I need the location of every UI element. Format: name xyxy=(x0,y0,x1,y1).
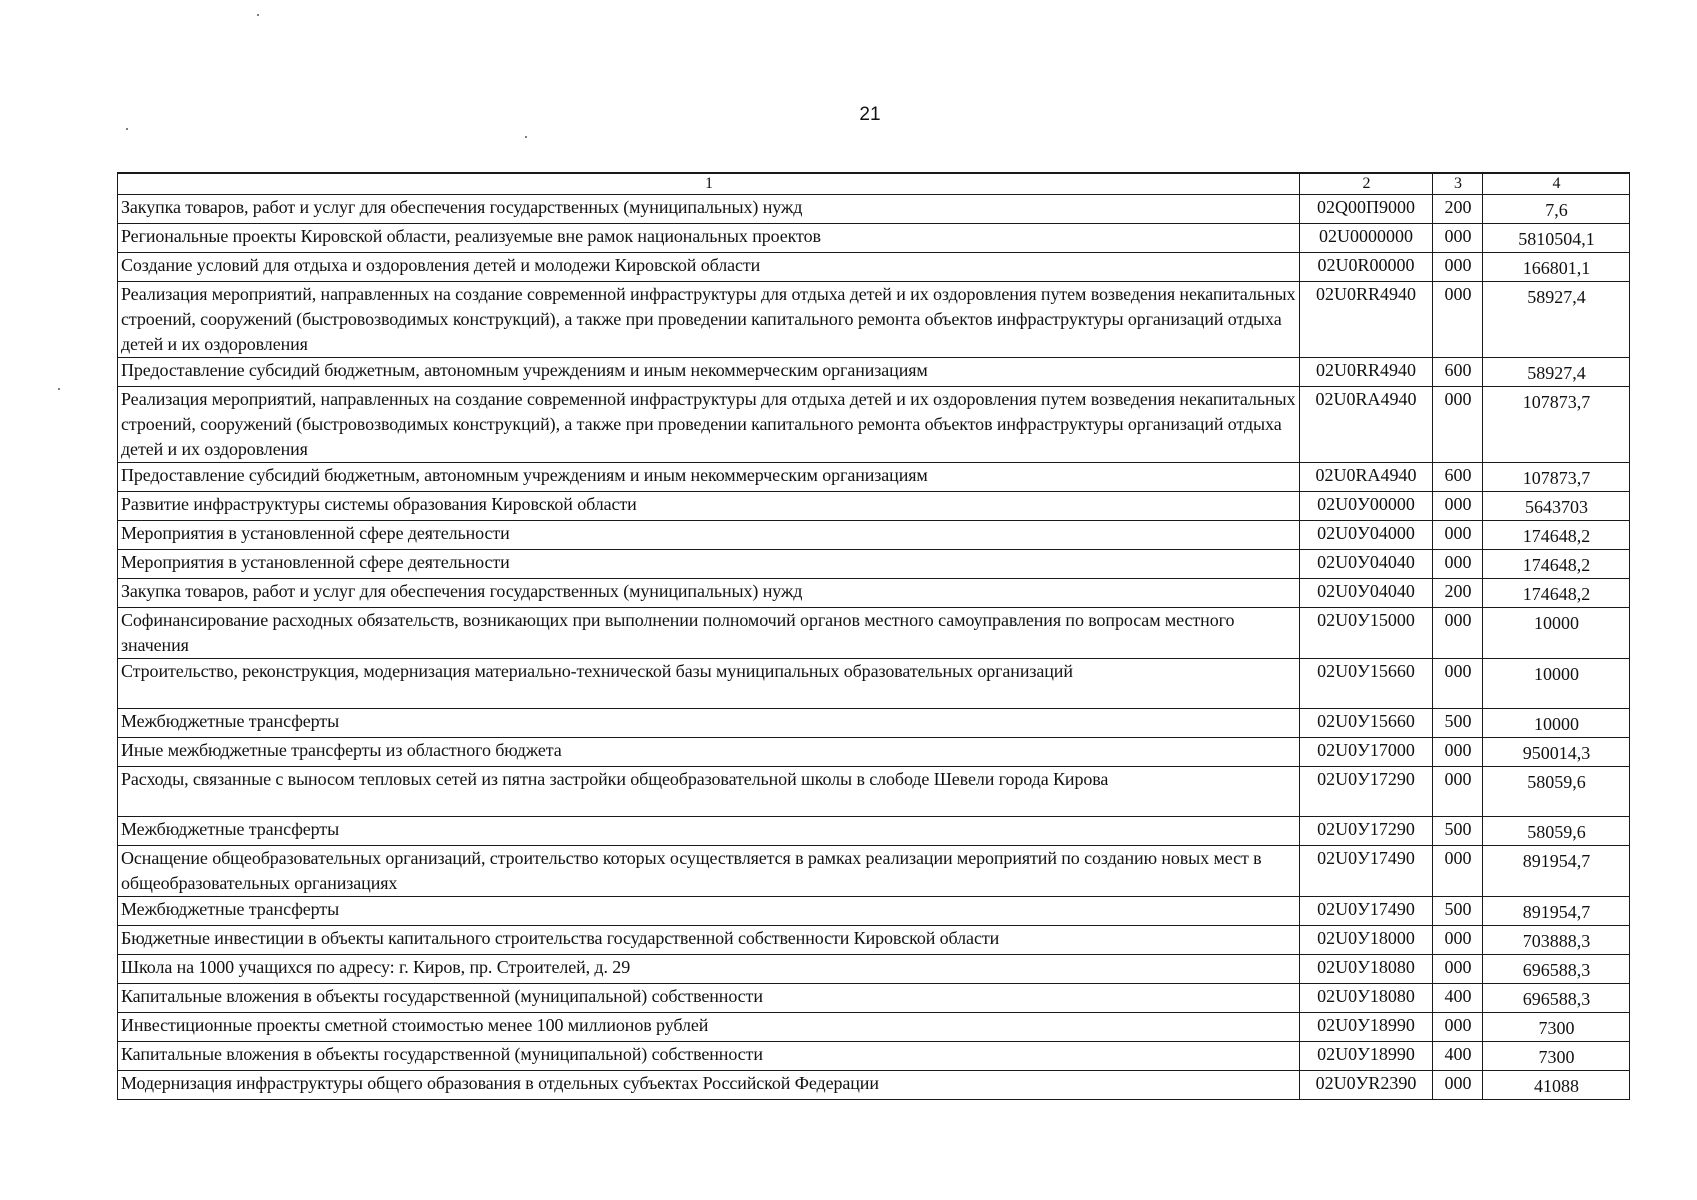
table-row xyxy=(118,1042,1630,1071)
row-code-cell: 02U0У18990 xyxy=(1300,1013,1433,1042)
row-code-cell: 02Q00П9000 xyxy=(1300,195,1433,224)
table-row xyxy=(118,1071,1630,1100)
row-name-cell: Межбюджетные трансферты xyxy=(118,709,1300,738)
table-row xyxy=(118,492,1630,521)
row-sum-cell: 58059,6 xyxy=(1483,767,1630,817)
row-code-cell: 02U0RA4940 xyxy=(1300,387,1433,463)
row-code-cell: 02U0У15660 xyxy=(1300,709,1433,738)
row-sum-cell: 891954,7 xyxy=(1483,897,1630,926)
row-type-cell: 600 xyxy=(1433,358,1483,387)
header-cell-1: 1 xyxy=(118,173,1300,195)
row-sum-cell: 696588,3 xyxy=(1483,955,1630,984)
table-row xyxy=(118,195,1630,224)
row-code-cell: 02U0RR4940 xyxy=(1300,282,1433,358)
row-type-cell: 200 xyxy=(1433,579,1483,608)
table-row xyxy=(118,984,1630,1013)
table-row xyxy=(118,550,1630,579)
row-name-cell: Мероприятия в установленной сфере деятельности xyxy=(118,521,1300,550)
row-sum-cell: 174648,2 xyxy=(1483,521,1630,550)
row-code-cell: 02U0RR4940 xyxy=(1300,358,1433,387)
row-type-cell: 000 xyxy=(1433,926,1483,955)
row-code-cell: 02U0RA4940 xyxy=(1300,463,1433,492)
row-name-cell: Мероприятия в установленной сфере деятельности xyxy=(118,550,1300,579)
table-row xyxy=(118,817,1630,846)
row-sum-cell: 891954,7 xyxy=(1483,846,1630,897)
row-name-cell: Инвестиционные проекты сметной стоимостью менее 100 миллионов рублей xyxy=(118,1013,1300,1042)
row-code-cell: 02U0У17290 xyxy=(1300,817,1433,846)
row-name-cell: Реализация мероприятий, направленных на создание современной инфраструктуры для отдыха детей и их оздоровления путем возведения некапитальных строений, сооружений (быстровозводимых конструкций), а также при проведении капитального ремонта объектов инфраструктуры организаций отдыха детей и их оздоровления xyxy=(118,387,1300,463)
row-name-cell: Капитальные вложения в объекты государственной (муниципальной) собственности xyxy=(118,984,1300,1013)
row-code-cell: 02U0У18000 xyxy=(1300,926,1433,955)
row-type-cell: 000 xyxy=(1433,521,1483,550)
row-type-cell: 000 xyxy=(1433,955,1483,984)
row-type-cell: 000 xyxy=(1433,767,1483,817)
table-row xyxy=(118,738,1630,767)
row-name-cell: Закупка товаров, работ и услуг для обеспечения государственных (муниципальных) нужд xyxy=(118,579,1300,608)
table-row xyxy=(118,608,1630,659)
row-sum-cell: 950014,3 xyxy=(1483,738,1630,767)
row-name-cell: Закупка товаров, работ и услуг для обеспечения государственных (муниципальных) нужд xyxy=(118,195,1300,224)
table-row xyxy=(118,358,1630,387)
row-name-cell: Строительство, реконструкция, модернизация материально-технической базы муниципальных образовательных организаций xyxy=(118,659,1300,709)
header-cell-2: 2 xyxy=(1300,173,1433,195)
row-sum-cell: 174648,2 xyxy=(1483,550,1630,579)
table-header-row xyxy=(118,173,1630,195)
budget-table xyxy=(117,172,1630,1100)
row-name-cell: Модернизация инфраструктуры общего образования в отдельных субъектах Российской Федерации xyxy=(118,1071,1300,1100)
row-type-cell: 000 xyxy=(1433,253,1483,282)
row-type-cell: 000 xyxy=(1433,282,1483,358)
row-type-cell: 000 xyxy=(1433,846,1483,897)
row-name-cell: Развитие инфраструктуры системы образования Кировской области xyxy=(118,492,1300,521)
row-name-cell: Иные межбюджетные трансферты из областного бюджета xyxy=(118,738,1300,767)
row-type-cell: 600 xyxy=(1433,463,1483,492)
row-sum-cell: 5810504,1 xyxy=(1483,224,1630,253)
table-body xyxy=(118,173,1630,1100)
row-code-cell: 02U0У17490 xyxy=(1300,897,1433,926)
row-name-cell: Межбюджетные трансферты xyxy=(118,817,1300,846)
row-code-cell: 02U0R00000 xyxy=(1300,253,1433,282)
row-code-cell: 02U0000000 xyxy=(1300,224,1433,253)
row-sum-cell: 166801,1 xyxy=(1483,253,1630,282)
row-name-cell: Софинансирование расходных обязательств, возникающих при выполнении полномочий органов местного самоуправления по вопросам местного значения xyxy=(118,608,1300,659)
row-code-cell: 02U0У15000 xyxy=(1300,608,1433,659)
page-number: 21 xyxy=(859,104,881,125)
row-sum-cell: 58927,4 xyxy=(1483,282,1630,358)
row-code-cell: 02U0У17490 xyxy=(1300,846,1433,897)
row-type-cell: 000 xyxy=(1433,387,1483,463)
row-type-cell: 500 xyxy=(1433,709,1483,738)
row-name-cell: Расходы, связанные с выносом тепловых сетей из пятна застройки общеобразовательной школы в слободе Шевели города Кирова xyxy=(118,767,1300,817)
row-sum-cell: 41088 xyxy=(1483,1071,1630,1100)
row-code-cell: 02U0У04000 xyxy=(1300,521,1433,550)
table-row xyxy=(118,253,1630,282)
row-code-cell: 02U0У18990 xyxy=(1300,1042,1433,1071)
scan-speck xyxy=(525,136,527,138)
row-name-cell: Предоставление субсидий бюджетным, автономным учреждениям и иным некоммерческим организациям xyxy=(118,463,1300,492)
row-type-cell: 400 xyxy=(1433,1042,1483,1071)
row-sum-cell: 7300 xyxy=(1483,1042,1630,1071)
header-cell-3: 3 xyxy=(1433,173,1483,195)
row-code-cell: 02U0У18080 xyxy=(1300,984,1433,1013)
row-sum-cell: 58927,4 xyxy=(1483,358,1630,387)
row-sum-cell: 696588,3 xyxy=(1483,984,1630,1013)
table-row xyxy=(118,767,1630,817)
row-code-cell: 02U0У04040 xyxy=(1300,550,1433,579)
row-sum-cell: 58059,6 xyxy=(1483,817,1630,846)
row-type-cell: 500 xyxy=(1433,897,1483,926)
row-type-cell: 000 xyxy=(1433,492,1483,521)
row-code-cell: 02U0У15660 xyxy=(1300,659,1433,709)
row-type-cell: 000 xyxy=(1433,1013,1483,1042)
table-row xyxy=(118,387,1630,463)
row-code-cell: 02U0У17000 xyxy=(1300,738,1433,767)
row-sum-cell: 10000 xyxy=(1483,659,1630,709)
row-name-cell: Реализация мероприятий, направленных на создание современной инфраструктуры для отдыха детей и их оздоровления путем возведения некапитальных строений, сооружений (быстровозводимых конструкций), а также при проведении капитального ремонта объектов инфраструктуры организаций отдыха детей и их оздоровления xyxy=(118,282,1300,358)
row-type-cell: 500 xyxy=(1433,817,1483,846)
row-code-cell: 02U0У18080 xyxy=(1300,955,1433,984)
row-name-cell: Капитальные вложения в объекты государственной (муниципальной) собственности xyxy=(118,1042,1300,1071)
row-name-cell: Бюджетные инвестиции в объекты капитального строительства государственной собственности Кировской области xyxy=(118,926,1300,955)
scan-speck xyxy=(126,128,128,130)
row-type-cell: 000 xyxy=(1433,608,1483,659)
row-sum-cell: 107873,7 xyxy=(1483,463,1630,492)
row-code-cell: 02U0УR2390 xyxy=(1300,1071,1433,1100)
table-row xyxy=(118,1013,1630,1042)
table-row xyxy=(118,463,1630,492)
row-type-cell: 000 xyxy=(1433,550,1483,579)
row-type-cell: 000 xyxy=(1433,659,1483,709)
row-name-cell: Региональные проекты Кировской области, реализуемые вне рамок национальных проектов xyxy=(118,224,1300,253)
row-type-cell: 000 xyxy=(1433,224,1483,253)
row-code-cell: 02U0У04040 xyxy=(1300,579,1433,608)
row-code-cell: 02U0У17290 xyxy=(1300,767,1433,817)
row-sum-cell: 703888,3 xyxy=(1483,926,1630,955)
row-name-cell: Школа на 1000 учащихся по адресу: г. Киров, пр. Строителей, д. 29 xyxy=(118,955,1300,984)
row-type-cell: 000 xyxy=(1433,1071,1483,1100)
row-type-cell: 400 xyxy=(1433,984,1483,1013)
row-sum-cell: 10000 xyxy=(1483,709,1630,738)
row-sum-cell: 107873,7 xyxy=(1483,387,1630,463)
header-cell-4: 4 xyxy=(1483,173,1630,195)
row-name-cell: Предоставление субсидий бюджетным, автономным учреждениям и иным некоммерческим организациям xyxy=(118,358,1300,387)
table-row xyxy=(118,224,1630,253)
table-row xyxy=(118,955,1630,984)
table-row xyxy=(118,579,1630,608)
row-sum-cell: 5643703 xyxy=(1483,492,1630,521)
row-sum-cell: 10000 xyxy=(1483,608,1630,659)
row-sum-cell: 7,6 xyxy=(1483,195,1630,224)
scan-speck xyxy=(257,14,259,16)
row-name-cell: Межбюджетные трансферты xyxy=(118,897,1300,926)
table-row xyxy=(118,521,1630,550)
table-row xyxy=(118,897,1630,926)
row-type-cell: 200 xyxy=(1433,195,1483,224)
row-sum-cell: 174648,2 xyxy=(1483,579,1630,608)
row-sum-cell: 7300 xyxy=(1483,1013,1630,1042)
row-name-cell: Создание условий для отдыха и оздоровления детей и молодежи Кировской области xyxy=(118,253,1300,282)
table-row xyxy=(118,846,1630,897)
table-row xyxy=(118,926,1630,955)
row-code-cell: 02U0У00000 xyxy=(1300,492,1433,521)
row-name-cell: Оснащение общеобразовательных организаций, строительство которых осуществляется в рамках реализации мероприятий по созданию новых мест в общеобразовательных организациях xyxy=(118,846,1300,897)
scan-speck xyxy=(58,388,60,390)
row-type-cell: 000 xyxy=(1433,738,1483,767)
table-row xyxy=(118,709,1630,738)
table-row xyxy=(118,659,1630,709)
table-row xyxy=(118,282,1630,358)
